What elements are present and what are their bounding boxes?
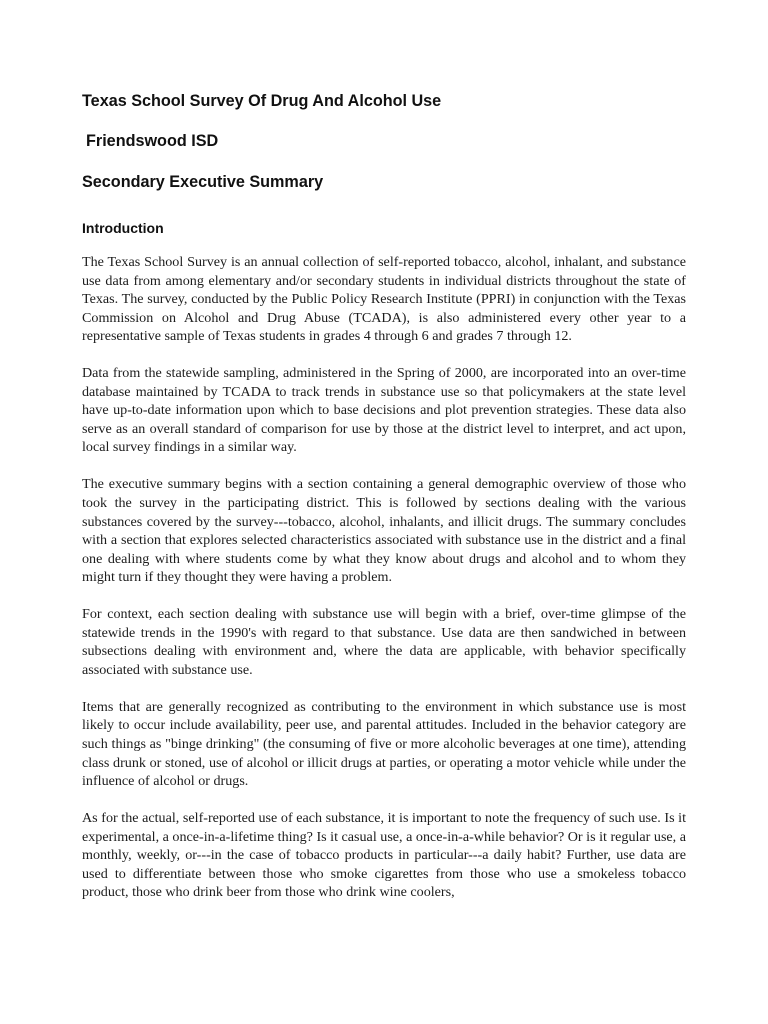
paragraph-use-frequency: As for the actual, self-reported use of each substance, it is important to note the frequency of such use. Is it experimental, a once-in-a-lifetime thing? Is it casual use, a once-in-a-while behavior? Or is it regular use, a monthly, weekly, or---in the case of tobacco products in particular---a daily habit? Further, use data are used to differentiate between those who smoke cigarettes from those who use a smokeless tobacco product, those who drink beer from those who drink wine coolers, [82, 810, 686, 901]
paragraph-statewide-data: Data from the statewide sampling, administered in the Spring of 2000, are incorporated into an over-time database maintained by TCADA to track trends in substance use so that policymakers at the state level have up-to-date information upon which to base decisions and plot prevention strategies. These data also serve as an overall standard of comparison for use by those at the district level to interpret, and act upon, local survey findings in a similar way. [82, 365, 686, 456]
body-text [82, 253, 686, 920]
paragraph-survey-overview: The Texas School Survey is an annual collection of self-reported tobacco, alcohol, inhalant, and substance use data from among elementary and/or secondary students in individual districts throughout the state of Texas. The survey, conducted by the Public Policy Research Institute (PPRI) in conjunction with the Texas Commission on Alcohol and Drug Abuse (TCADA), is also administered every other year to a representative sample of Texas students in grades 4 through 6 and grades 7 through 12. [82, 254, 686, 345]
document-subtitle: Secondary Executive Summary [82, 173, 324, 191]
paragraph-environment-behavior: Items that are generally recognized as contributing to the environment in which substance use is most likely to occur include availability, peer use, and parental attitudes. Included in the behavior category are such things as "binge drinking" (the consuming of five or more alcoholic beverages at one time), attending class drunk or stoned, use of alcohol or illicit drugs at parties, or operating a motor vehicle while under the influence of alcohol or drugs. [82, 698, 686, 790]
document-title: Texas School Survey Of Drug And Alcohol Use [82, 92, 442, 110]
district-name: Friendswood ISD [86, 132, 219, 150]
paragraph-summary-structure: The executive summary begins with a section containing a general demographic overview of those who took the survey in the participating district. This is followed by sections dealing with the various substances covered by the survey---tobacco, alcohol, inhalants, and illicit drugs. The summary concludes with a section that explores selected characteristics associated with substance use in the district and a final one dealing with where students come by what they know about drugs and alcohol and to whom they might turn if they thought they were having a problem. [82, 476, 686, 586]
section-heading-introduction: Introduction [82, 220, 164, 236]
paragraph-context: For context, each section dealing with substance use will begin with a brief, over-time glimpse of the statewide trends in the 1990's with regard to that substance. Use data are then sandwiched in between subsections dealing with environment and, where the data are applicable, with behavior specifically associated with substance use. [82, 606, 686, 678]
